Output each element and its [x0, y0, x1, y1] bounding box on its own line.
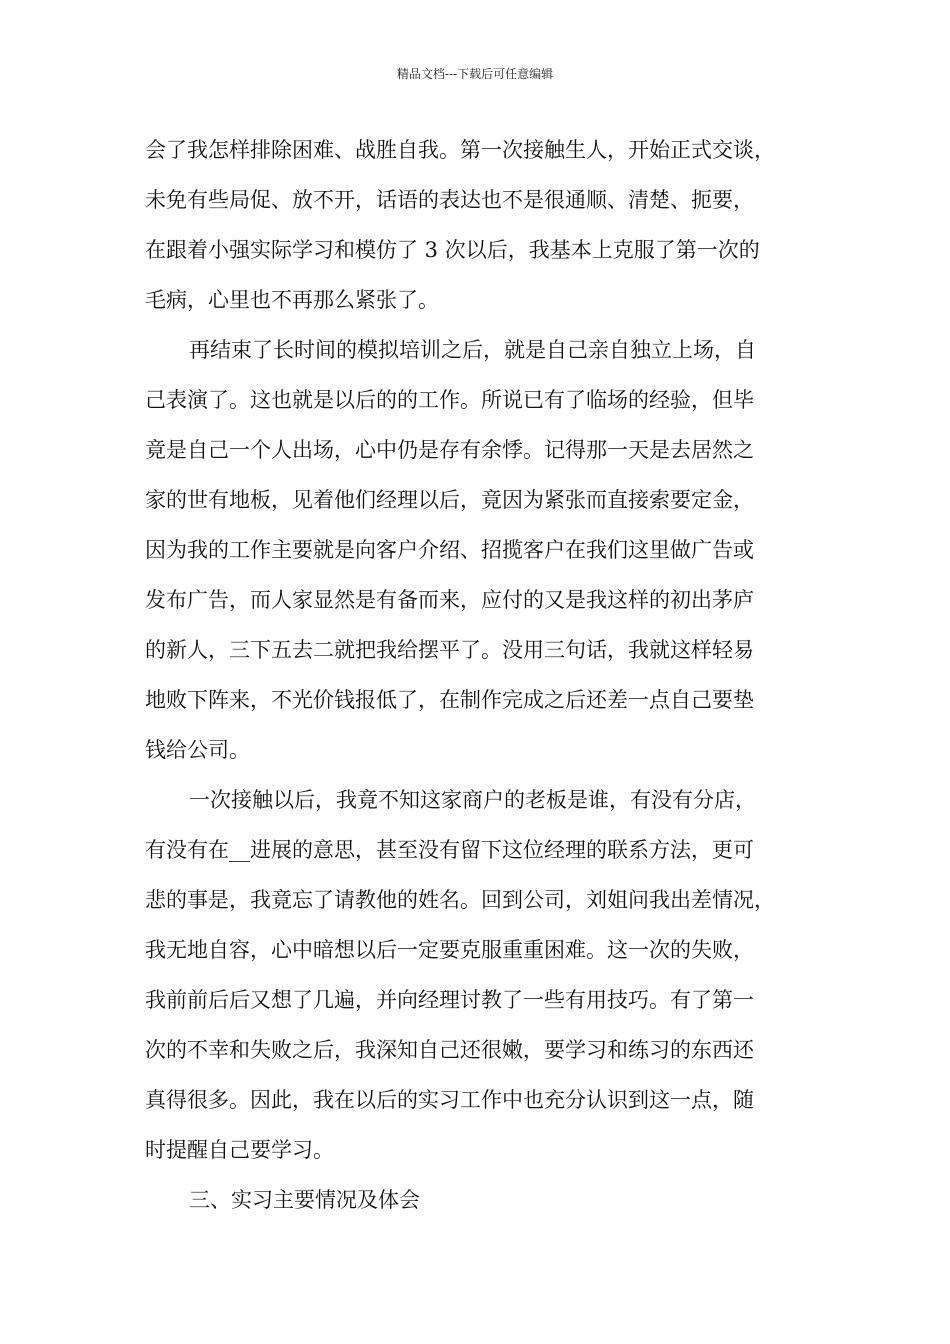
text-line: 悲的事是，我竟忘了请教他的姓名。回到公司，刘姐问我出差情况，: [145, 888, 775, 912]
text-line: 钱给公司。: [145, 738, 250, 762]
page-header: 精品文档---下载后可任意编辑: [396, 67, 554, 81]
text-line: 的新人，三下五去二就把我给摆平了。没用三句话，我就这样轻易: [145, 638, 754, 662]
text-line: 我前前后后又想了几遍，并向经理讨教了一些有用技巧。有了第一: [145, 988, 754, 1012]
text-line: 有没有在__进展的意思，甚至没有留下这位经理的联系方法，更可: [145, 838, 754, 862]
text-line: 因为我的工作主要就是向客户介绍、招揽客户在我们这里做广告或: [145, 538, 754, 562]
text-line: 再结束了长时间的模拟培训之后，就是自己亲自独立上场，自: [189, 338, 756, 362]
text-line: 我无地自容，心中暗想以后一定要克服重重困难。这一次的失败，: [145, 938, 754, 962]
text-line: 地败下阵来，不光价钱报低了，在制作完成之后还差一点自己要垫: [145, 688, 754, 712]
text-line: 在跟着小强实际学习和模仿了 3 次以后，我基本上克服了第一次的: [145, 238, 760, 262]
text-line: 一次接触以后，我竟不知这家商户的老板是谁，有没有分店，: [189, 788, 756, 812]
text-line: 次的不幸和失败之后，我深知自己还很嫩，要学习和练习的东西还: [145, 1038, 754, 1062]
text-line: 会了我怎样排除困难、战胜自我。第一次接触生人，开始正式交谈，: [145, 138, 775, 162]
text-line: 发布广告，而人家显然是有备而来，应付的又是我这样的初出茅庐: [145, 588, 754, 612]
text-line: 毛病，心里也不再那么紧张了。: [145, 288, 439, 312]
text-line: 家的世有地板，见着他们经理以后，竟因为紧张而直接索要定金，: [145, 488, 754, 512]
text-line: 未免有些局促、放不开，话语的表达也不是很通顺、清楚、扼要，: [145, 188, 754, 212]
text-line: 己表演了。这也就是以后的的工作。所说已有了临场的经验，但毕: [145, 388, 754, 412]
text-line: 竟是自己一个人出场，心中仍是存有余悸。记得那一天是去居然之: [145, 438, 754, 462]
text-line: 真得很多。因此，我在以后的实习工作中也充分认识到这一点，随: [145, 1088, 754, 1112]
document-body: [145, 132, 835, 1232]
text-line: 时提醒自己要学习。: [145, 1138, 334, 1162]
section-heading: 三、实习主要情况及体会: [189, 1188, 420, 1212]
